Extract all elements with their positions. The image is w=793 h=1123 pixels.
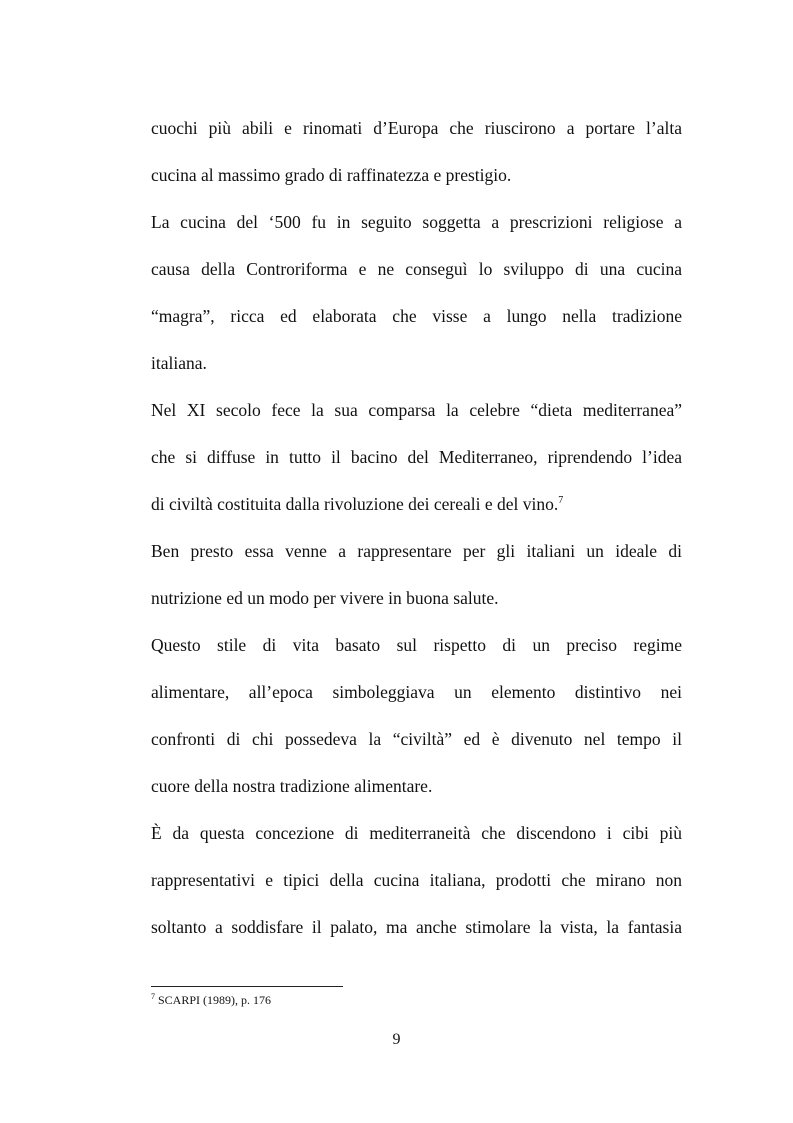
text-line: soltanto a soddisfare il palato, ma anche stimolare la vista, la fantasia [151, 917, 682, 937]
text-line: cucina al massimo grado di raffinatezza e prestigio. [151, 165, 512, 185]
text-line: “magra”, ricca ed elaborata che visse a lungo nella tradizione [151, 306, 682, 326]
text-line: italiana. [151, 353, 207, 373]
footnote-text: SCARPI (1989), p. 176 [155, 993, 272, 1007]
footnote-divider [151, 986, 343, 987]
page-number: 9 [392, 1031, 401, 1048]
text-line: confronti di chi possedeva la “civiltà” ed è divenuto nel tempo il [151, 729, 682, 749]
text-line: rappresentativi e tipici della cucina italiana, prodotti che mirano non [151, 870, 682, 890]
text-line: causa della Controriforma e ne conseguì lo sviluppo di una cucina [151, 259, 682, 279]
text-line: alimentare, all’epoca simboleggiava un elemento distintivo nei [151, 682, 682, 702]
body-text [151, 105, 682, 951]
text-line: È da questa concezione di mediterraneità che discendono i cibi più [151, 823, 682, 843]
text-line: Nel XI secolo fece la sua comparsa la celebre “dieta mediterranea” [151, 400, 682, 420]
text-line-with-footnote [151, 481, 682, 528]
footnote-number: 7 [151, 992, 155, 1001]
text-line: che si diffuse in tutto il bacino del Mediterraneo, riprendendo l’idea [151, 447, 682, 467]
text-line: La cucina del ‘500 fu in seguito soggetta a prescrizioni religiose a [151, 212, 682, 232]
footnote [151, 992, 271, 1008]
text-line: cuore della nostra tradizione alimentare. [151, 776, 433, 796]
footnote-reference[interactable]: 7 [558, 495, 564, 507]
text-line: di civiltà costituita dalla rivoluzione dei cereali e del vino. [151, 494, 559, 514]
text-line: Questo stile di vita basato sul rispetto di un preciso regime [151, 635, 682, 655]
text-line: cuochi più abili e rinomati d’Europa che riuscirono a portare l’alta [151, 118, 682, 138]
text-line: Ben presto essa venne a rappresentare per gli italiani un ideale di [151, 541, 682, 561]
text-line: nutrizione ed un modo per vivere in buona salute. [151, 588, 499, 608]
